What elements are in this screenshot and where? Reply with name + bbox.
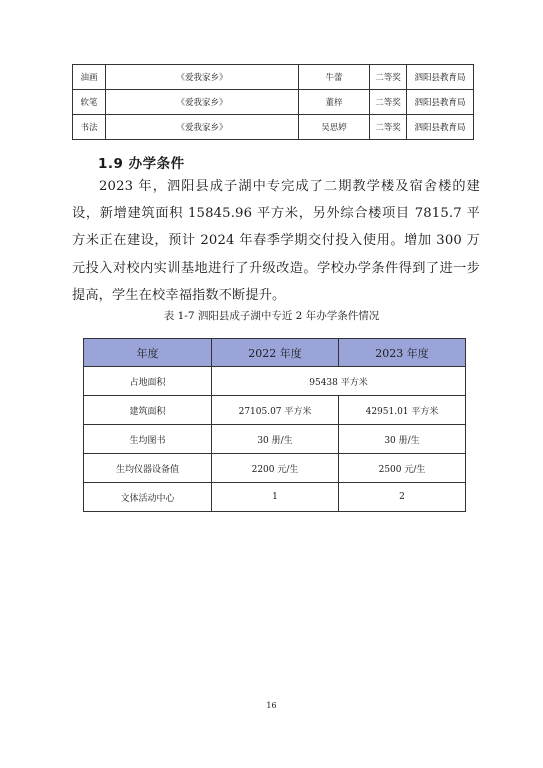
table-caption: 表 1-7 泗阳县成子湖中专近 2 年办学条件情况 [163, 310, 380, 322]
table-header-row [84, 339, 466, 367]
award-prize: 二等奖 [370, 90, 407, 115]
equipment-2022: 2200 元/生 [212, 454, 339, 483]
award-issuer: 泗阳县教育局 [407, 65, 474, 90]
award-name: 董梓 [299, 90, 370, 115]
equipment-2023: 2500 元/生 [339, 454, 466, 483]
activity-center-2022: 1 [212, 483, 339, 512]
awards-table [72, 64, 474, 140]
section-heading: 1.9 办学条件 [98, 156, 185, 172]
row-label-equipment: 生均仪器设备值 [84, 454, 212, 483]
award-issuer: 泗阳县教育局 [407, 90, 474, 115]
table-row [84, 483, 466, 512]
award-name: 吴思婷 [299, 115, 370, 140]
row-label-books: 生均图书 [84, 425, 212, 454]
award-issuer: 泗阳县教育局 [407, 115, 474, 140]
building-area-2023: 42951.01 平方米 [339, 396, 466, 425]
table-row [84, 396, 466, 425]
header-year: 年度 [84, 339, 212, 367]
table-row [84, 425, 466, 454]
award-prize: 二等奖 [370, 65, 407, 90]
conditions-table [83, 338, 466, 512]
award-category: 软笔 [73, 90, 106, 115]
books-2023: 30 册/生 [339, 425, 466, 454]
body-paragraph: 2023 年，泗阳县成子湖中专完成了二期教学楼及宿舍楼的建设，新增建筑面积 15845.96 平方米，另外综合楼项目 7815.7 平方米正在建设，预计 2024 年春季学期交付投入使用。增加 300 万元投入对校内实训基地进行了升级改造。学校办学条件得到了进一步提高，学生在校幸福指数不断提升。 [72, 179, 480, 303]
row-label-land-area: 占地面积 [84, 367, 212, 396]
table-row [73, 65, 474, 90]
table-row [73, 115, 474, 140]
table-row [84, 367, 466, 396]
row-label-activity-center: 文体活动中心 [84, 483, 212, 512]
award-category: 油画 [73, 65, 106, 90]
award-category: 书法 [73, 115, 106, 140]
land-area-value: 95438 平方米 [212, 367, 466, 396]
award-name: 牛蕾 [299, 65, 370, 90]
books-2022: 30 册/生 [212, 425, 339, 454]
building-area-2022: 27105.07 平方米 [212, 396, 339, 425]
header-2022: 2022 年度 [212, 339, 339, 367]
row-label-building-area: 建筑面积 [84, 396, 212, 425]
table-row [73, 90, 474, 115]
award-prize: 二等奖 [370, 115, 407, 140]
page-number: 16 [266, 701, 277, 710]
award-title: 《爱我家乡》 [106, 115, 299, 140]
table-row [84, 454, 466, 483]
activity-center-2023: 2 [339, 483, 466, 512]
award-title: 《爱我家乡》 [106, 90, 299, 115]
award-title: 《爱我家乡》 [106, 65, 299, 90]
header-2023: 2023 年度 [339, 339, 466, 367]
